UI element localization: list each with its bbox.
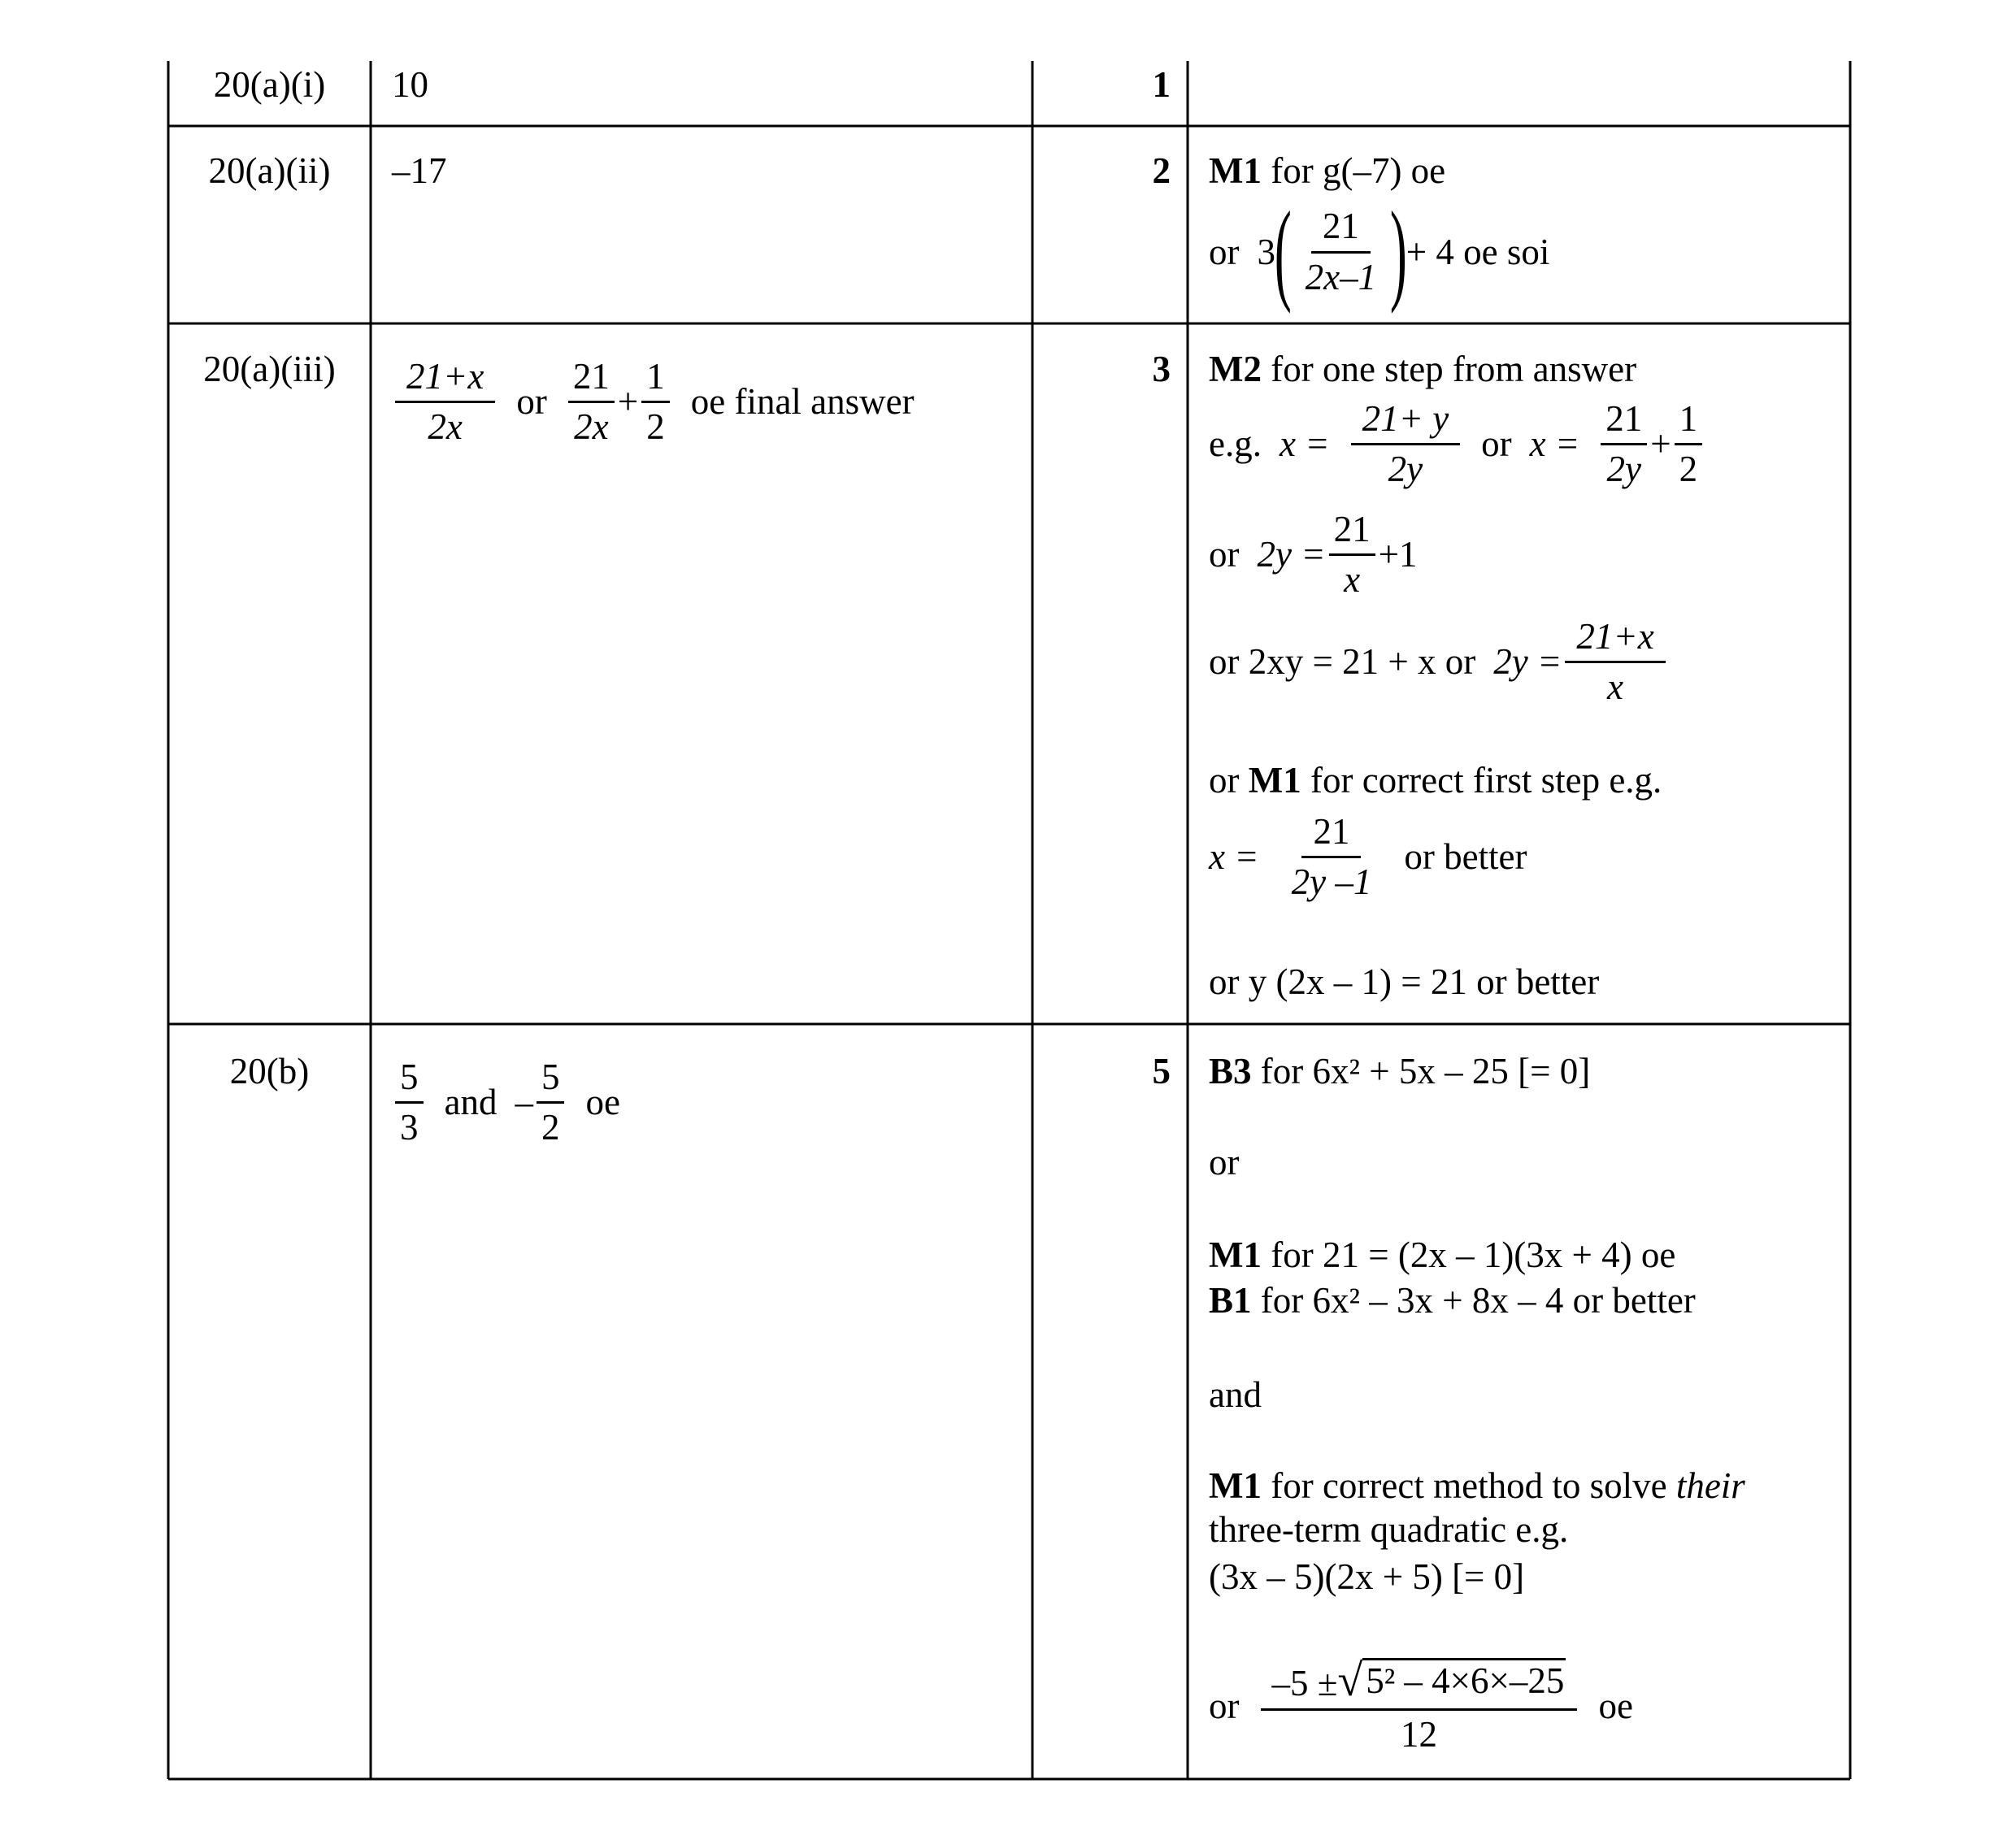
fraction: $\frac{21}{x}$	[1329, 510, 1375, 600]
right-paren: )	[1389, 189, 1407, 315]
mark-code: M1	[1248, 760, 1301, 801]
fraction: $\frac{21+x}{x}$	[1565, 618, 1665, 707]
guidance-line: or 2y = $\frac{21}{x}$ +1	[1209, 509, 1418, 601]
guidance-line: three-term quadratic e.g.	[1209, 1509, 1569, 1550]
guidance-line: M1 for 21 = (2x – 1)(3x + 4) oe	[1209, 1235, 1676, 1275]
question-id: 20(a)(i)	[213, 64, 326, 105]
fraction: $\frac{21+ y}{2y}$	[1351, 400, 1461, 489]
question-id: 20(a)(iii)	[203, 349, 336, 389]
answer-value: –17	[392, 150, 447, 191]
guidance-line: M2 for one step from answer	[1209, 349, 1637, 389]
answer-value: $\frac{5}{3}$ and – $\frac{5}{2}$ oe	[392, 1058, 620, 1148]
guidance-line: or	[1209, 1142, 1240, 1183]
marks-value: 2	[1152, 150, 1171, 191]
mark-code: M1	[1209, 1465, 1262, 1506]
answer-value: $\frac{21+x}{2x}$ or $\frac{21}{2x}$ + $\frac{1}{2}$ oe final answer	[392, 358, 915, 447]
guidance-line: or –5 ± √ 5² – 4×6×–25 12 oe	[1209, 1656, 1633, 1755]
guidance-line: x = $\frac{21}{2y -1}$ or better	[1209, 811, 1527, 903]
guidance-line: e.g. x = $\frac{21+ y}{2y}$ or x = $\frac{21}{2y}$ + $\frac{1}{2}$	[1209, 400, 1705, 489]
mark-code: M2	[1209, 349, 1262, 389]
marks-value: 1	[1152, 64, 1171, 105]
marks-value: 5	[1152, 1051, 1171, 1091]
guidance-line: and	[1209, 1374, 1262, 1415]
fraction: $\frac{1}{2}$	[641, 358, 670, 447]
guidance-line: (3x – 5)(2x + 5) [= 0]	[1209, 1556, 1525, 1597]
question-id: 20(a)(ii)	[208, 150, 331, 191]
guidance-line: B3 for 6x² + 5x – 25 [= 0]	[1209, 1051, 1591, 1091]
quadratic-formula-fraction: –5 ± √ 5² – 4×6×–25 12	[1261, 1658, 1578, 1754]
guidance-line: or y (2x – 1) = 21 or better	[1209, 961, 1600, 1002]
answer-value: 10	[392, 64, 428, 105]
mark-code: M1	[1209, 1235, 1262, 1275]
guidance-line: M1 for g(–7) oe	[1209, 150, 1446, 191]
fraction: $\frac{21}{2y -1}$	[1291, 811, 1372, 903]
fraction: $\frac{1}{2}$	[1675, 400, 1703, 489]
sqrt-symbol: √ 5² – 4×6×–25	[1337, 1656, 1565, 1706]
mark-code: M1	[1209, 150, 1262, 191]
fraction: $\frac{5}{2}$	[537, 1058, 565, 1148]
question-id: 20(b)	[229, 1051, 310, 1091]
fraction: $\frac{21}{2y}$	[1601, 400, 1647, 489]
guidance-line: or 3 ( $\frac{21}{2x-1}$ ) + 4 oe soi	[1209, 189, 1550, 315]
fraction: $\frac{21}{2x-1}$	[1305, 206, 1377, 297]
marks-value: 3	[1152, 349, 1171, 389]
fraction: $\frac{21+x}{2x}$	[395, 358, 495, 447]
fraction: $\frac{21}{2x}$	[568, 358, 615, 447]
mark-code: B3	[1209, 1051, 1252, 1091]
guidance-line: or M1 for correct first step e.g.	[1209, 760, 1662, 801]
guidance-line: M1 for correct method to solve their	[1209, 1465, 1745, 1506]
mark-code: B1	[1209, 1280, 1252, 1321]
fraction: $\frac{5}{3}$	[395, 1058, 424, 1148]
left-paren: (	[1274, 189, 1292, 315]
guidance-line: or 2xy = 21 + x or 2y = $\frac{21+x}{x}$	[1209, 618, 1669, 707]
guidance-line: B1 for 6x² – 3x + 8x – 4 or better	[1209, 1280, 1696, 1321]
